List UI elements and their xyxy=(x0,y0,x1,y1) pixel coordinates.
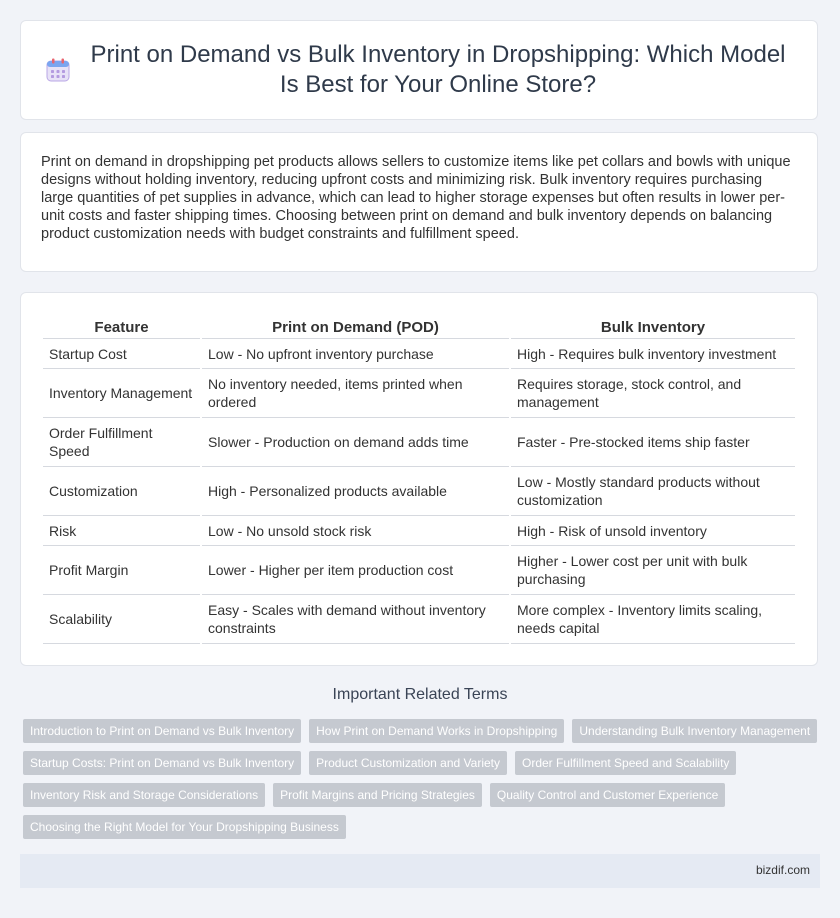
pod-cell: Easy - Scales with demand without inventory constraints xyxy=(202,595,509,644)
bulk-cell: Low - Mostly standard products without customization xyxy=(511,467,795,516)
related-term-tag[interactable]: Understanding Bulk Inventory Management xyxy=(572,719,817,743)
related-terms-list xyxy=(23,719,823,839)
related-term-tag[interactable]: Product Customization and Variety xyxy=(309,751,507,775)
title-card xyxy=(20,20,818,120)
table-row xyxy=(43,418,795,467)
header-feature: Feature xyxy=(43,311,200,339)
table-row xyxy=(43,516,795,546)
pod-cell: No inventory needed, items printed when ordered xyxy=(202,369,509,418)
bulk-cell: More complex - Inventory limits scaling, needs capital xyxy=(511,595,795,644)
table-row xyxy=(43,546,795,595)
intro-paragraph: Print on demand in dropshipping pet products allows sellers to customize items like pet collars and bowls with unique designs without holding inventory, reducing upfront costs and minimizing risk. Bulk inventory requires purchasing large quantities of pet supplies in advance, which can lead to higher storage expenses but often results in lower per-unit costs and faster shipping times. Choosing between print on demand and bulk inventory depends on balancing product customization needs with budget constraints and fulfillment speed. xyxy=(41,154,791,242)
feature-cell: Scalability xyxy=(43,595,200,644)
related-term-tag[interactable]: Introduction to Print on Demand vs Bulk Inventory xyxy=(23,719,301,743)
footer-site-link[interactable]: bizdif.com xyxy=(755,863,810,877)
title-wrap xyxy=(21,40,817,100)
pod-cell: High - Personalized products available xyxy=(202,467,509,516)
table-row xyxy=(43,467,795,516)
table-row xyxy=(43,369,795,418)
related-term-tag[interactable]: Inventory Risk and Storage Considerations xyxy=(23,783,265,807)
intro-card xyxy=(20,132,818,272)
table-header-row xyxy=(43,311,795,339)
pod-cell: Lower - Higher per item production cost xyxy=(202,546,509,595)
related-term-tag[interactable]: Choosing the Right Model for Your Dropshipping Business xyxy=(23,815,346,839)
feature-cell: Risk xyxy=(43,516,200,546)
calendar-icon xyxy=(45,57,71,83)
feature-cell: Customization xyxy=(43,467,200,516)
page-title: Print on Demand vs Bulk Inventory in Dropshipping: Which Model Is Best for Your Online Store? xyxy=(90,41,786,98)
header-bulk: Bulk Inventory xyxy=(511,311,795,339)
bulk-cell: High - Risk of unsold inventory xyxy=(511,516,795,546)
related-terms-heading: Important Related Terms xyxy=(332,686,508,703)
bulk-cell: Faster - Pre-stocked items ship faster xyxy=(511,418,795,467)
feature-cell: Order Fulfillment Speed xyxy=(43,418,200,467)
feature-cell: Startup Cost xyxy=(43,339,200,369)
table-row xyxy=(43,595,795,644)
header-pod: Print on Demand (POD) xyxy=(202,311,509,339)
bulk-cell: High - Requires bulk inventory investment xyxy=(511,339,795,369)
footer-bar xyxy=(20,854,820,888)
table-row xyxy=(43,339,795,369)
related-term-tag[interactable]: How Print on Demand Works in Dropshipping xyxy=(309,719,564,743)
related-term-tag[interactable]: Quality Control and Customer Experience xyxy=(490,783,725,807)
related-term-tag[interactable]: Order Fulfillment Speed and Scalability xyxy=(515,751,736,775)
pod-cell: Low - No upfront inventory purchase xyxy=(202,339,509,369)
bulk-cell: Higher - Lower cost per unit with bulk purchasing xyxy=(511,546,795,595)
pod-cell: Slower - Production on demand adds time xyxy=(202,418,509,467)
related-term-tag[interactable]: Profit Margins and Pricing Strategies xyxy=(273,783,482,807)
pod-cell: Low - No unsold stock risk xyxy=(202,516,509,546)
bulk-cell: Requires storage, stock control, and management xyxy=(511,369,795,418)
comparison-table xyxy=(41,311,797,644)
related-term-tag[interactable]: Startup Costs: Print on Demand vs Bulk Inventory xyxy=(23,751,301,775)
feature-cell: Profit Margin xyxy=(43,546,200,595)
comparison-card xyxy=(20,292,818,666)
feature-cell: Inventory Management xyxy=(43,369,200,418)
